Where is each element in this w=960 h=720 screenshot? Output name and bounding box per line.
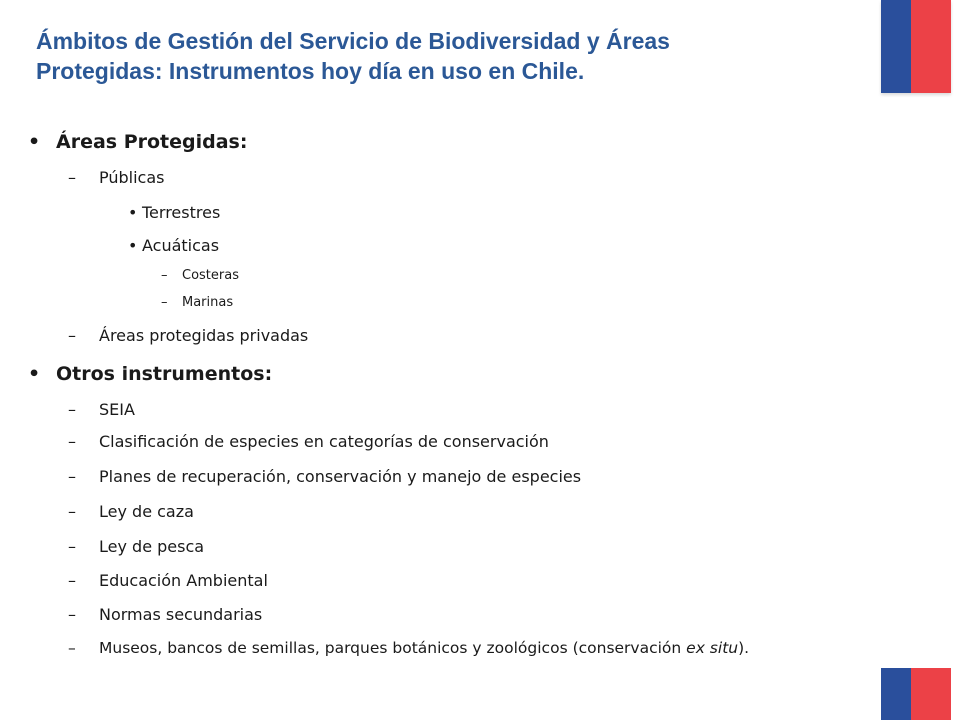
level4-item-marinas [161,295,234,310]
sub-sub-bullet-acuaticas [128,236,220,255]
sub-bullet-privadas [68,326,309,345]
list-item [68,605,263,624]
bullet-label: Áreas Protegidas: [56,131,248,153]
sub-bullet-label: Públicas [99,168,165,187]
chile-flag-top-decoration [881,0,951,93]
level4-item-label: Costeras [182,268,239,283]
dash-marker: – [161,268,168,283]
bullet-marker: • [28,363,41,385]
sub-sub-bullet-label: Terrestres [142,203,221,222]
list-item-label: SEIA [99,400,135,419]
list-item [68,400,135,419]
bullet-label: Otros instrumentos: [56,363,273,385]
slide-title-line-1: Ámbitos de Gestión del Servicio de Biodiversidad y Áreas [36,28,670,54]
list-item [68,571,268,590]
list-item-label: Planes de recuperación, conservación y manejo de especies [99,467,582,486]
list-item [68,502,194,521]
sub-bullet-publicas [68,168,165,187]
bullet-otros-instrumentos [28,363,273,385]
dash-marker: – [68,400,76,419]
list-item-ex-situ [68,639,750,657]
dash-marker: – [68,537,76,556]
list-item-label: Ley de caza [99,502,194,521]
bullet-areas-protegidas [28,131,248,153]
bullet-marker: • [28,131,41,153]
dash-marker: – [68,639,76,657]
dash-marker: – [68,326,76,345]
dash-marker: – [68,605,76,624]
list-item [68,467,582,486]
list-item-end: ). [738,639,750,657]
bullet-marker: • [128,236,138,255]
sub-bullet-label: Áreas protegidas privadas [99,326,309,345]
dash-marker: – [68,432,76,451]
list-item-label: Educación Ambiental [99,571,268,590]
slide-title-line-2: Protegidas: Instrumentos hoy día en uso en Chile. [36,58,585,84]
level4-item-costeras [161,268,239,283]
dash-marker: – [68,571,76,590]
list-item-label: Clasificación de especies en categorías de conservación [99,432,549,451]
chile-flag-bottom-decoration [881,668,951,720]
list-item-italic-term: ex situ [686,639,739,657]
sub-sub-bullet-terrestres [128,203,221,222]
list-item [68,432,549,451]
slide-title [36,26,856,86]
list-item-label: Ley de pesca [99,537,205,556]
level4-item-label: Marinas [182,295,234,310]
sub-sub-bullet-label: Acuáticas [142,236,220,255]
dash-marker: – [68,467,76,486]
dash-marker: – [68,502,76,521]
list-item-text: Museos, bancos de semillas, parques botánicos y zoológicos (conservación [99,639,687,657]
dash-marker: – [68,168,76,187]
dash-marker: – [161,295,168,310]
list-item [68,537,205,556]
list-item-label: Normas secundarias [99,605,263,624]
bullet-marker: • [128,203,138,222]
